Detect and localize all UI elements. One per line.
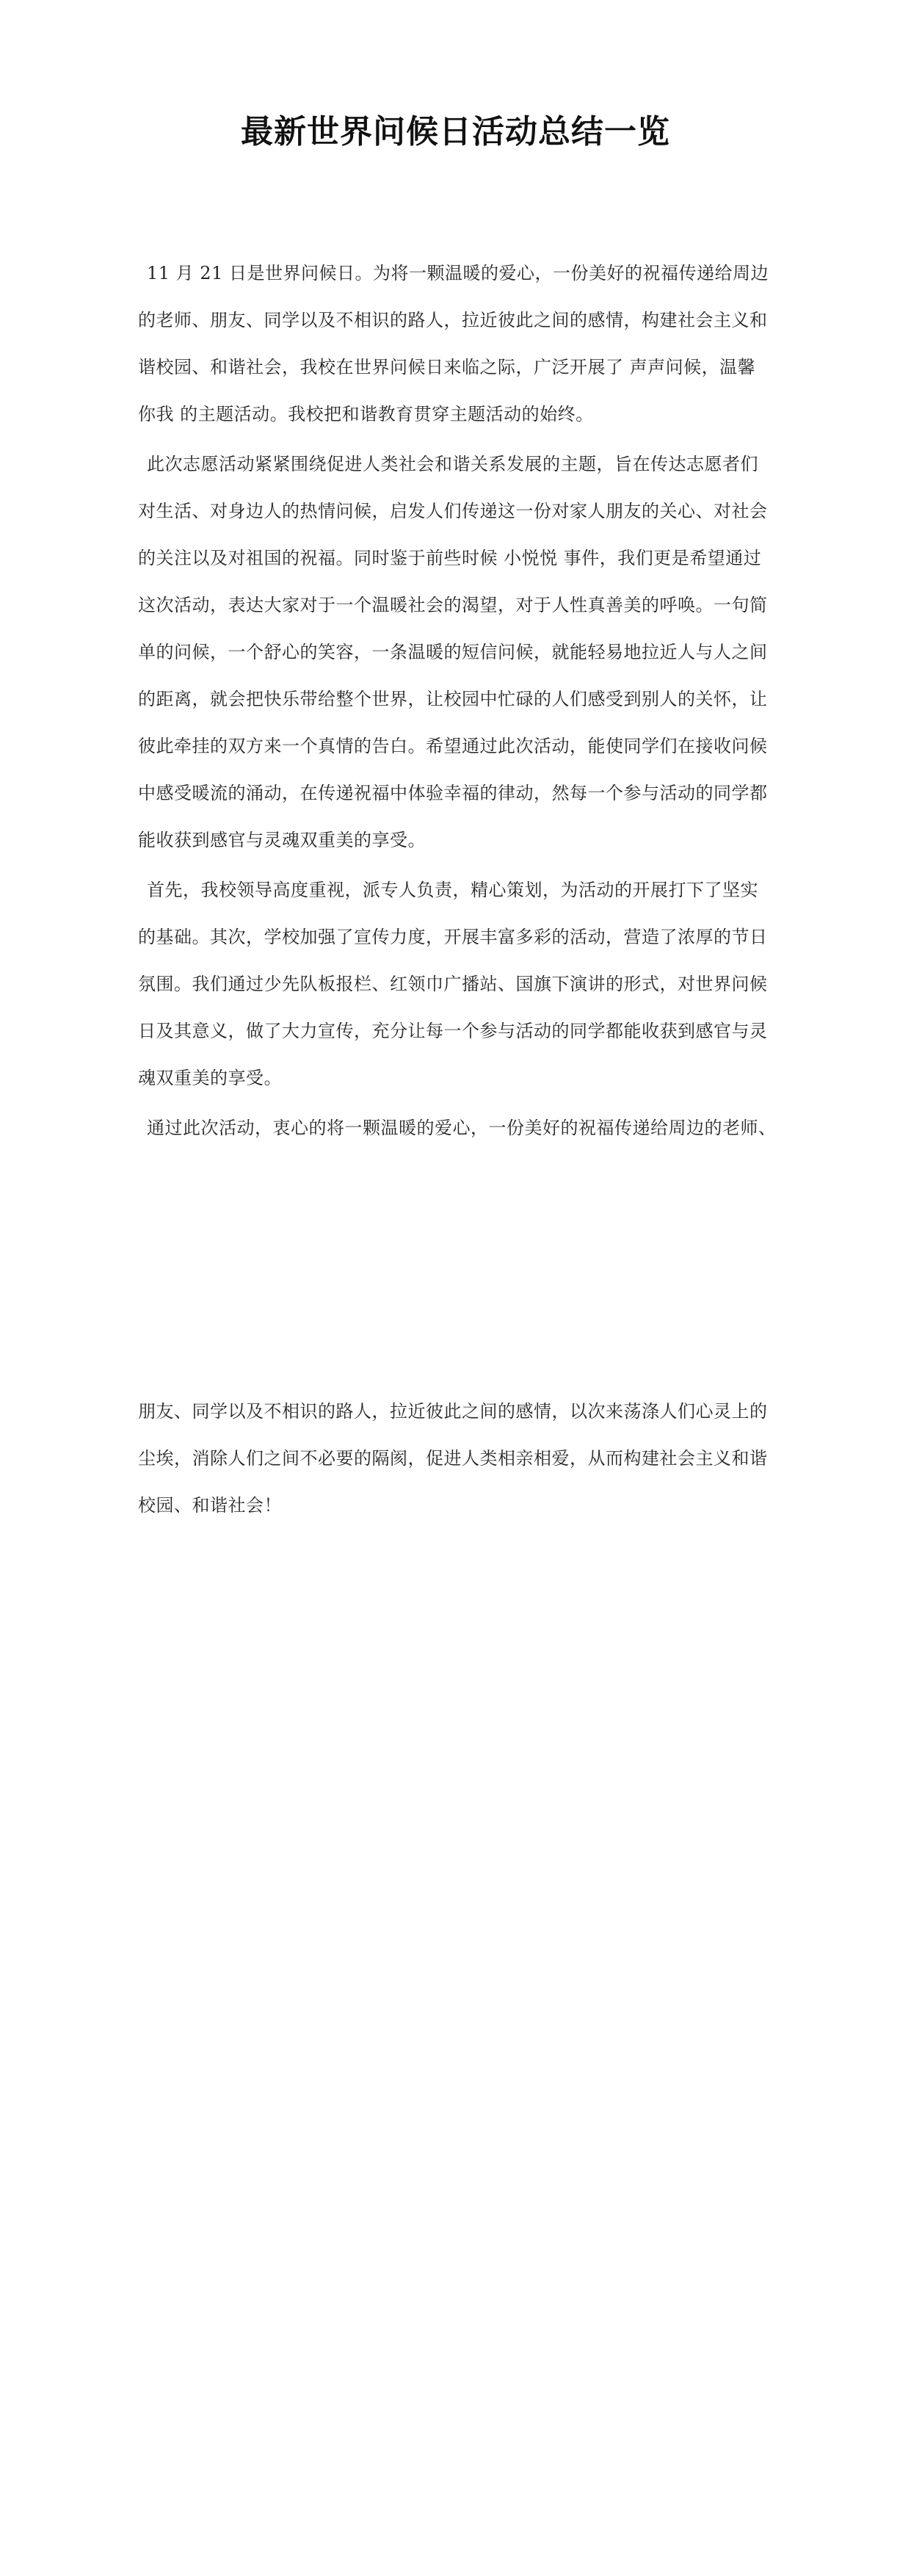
- paragraph-line: 11 月 21 日是世界问候日。为将一颗温暖的爱心，一份美好的祝福传递给周边: [147, 263, 769, 283]
- paragraph-line: 朋友、同学以及不相识的路人，拉近彼此之间的感情，以次来荡涤人们心灵上的: [138, 1401, 768, 1422]
- paragraph-line: 的距离，就会把快乐带给整个世界，让校园中忙碌的人们感受到别人的关怀，让: [138, 689, 768, 709]
- paragraph-line: 能收获到感官与灵魂双重美的享受。: [138, 830, 426, 850]
- paragraph-line: 尘埃，消除人们之间不必要的隔阂，促进人类相亲相爱，从而构建社会主义和谐: [138, 1448, 768, 1469]
- paragraph-line: 中感受暖流的涌动，在传递祝福中体验幸福的律动，然每一个参与活动的同学都: [138, 783, 768, 803]
- paragraph-line: 这次活动，表达大家对于一个温暖社会的渴望，对于人性真善美的呼唤。一句简: [138, 595, 768, 615]
- paragraph-line: 的关注以及对祖国的祝福。同时鉴于前些时候 小悦悦 事件，我们更是希望通过: [138, 548, 762, 568]
- paragraph-line: 日及其意义，做了大力宣传，充分让每一个参与活动的同学都能收获到感官与灵: [138, 1021, 768, 1041]
- document-title: 最新世界问候日活动总结一览: [241, 113, 670, 151]
- paragraph-line: 谐校园、和谐社会，我校在世界问候日来临之际，广泛开展了 声声问候，温馨: [138, 357, 756, 377]
- paragraph-line: 首先，我校领导高度重视，派专人负责，精心策划，为活动的开展打下了坚实: [147, 880, 758, 900]
- paragraph-line: 校园、和谐社会！: [138, 1495, 282, 1516]
- paragraph-line: 彼此牵挂的双方来一个真情的告白。希望通过此次活动，能使同学们在接收问候: [138, 736, 768, 756]
- paragraph-line: 此次志愿活动紧紧围绕促进人类社会和谐关系发展的主题，旨在传达志愿者们: [147, 454, 758, 474]
- paragraph-line: 单的问候，一个舒心的笑容，一条温暖的短信问候，就能轻易地拉近人与人之间: [138, 642, 768, 662]
- paragraph-line: 你我 的主题活动。我校把和谐教育贯穿主题活动的始终。: [138, 404, 594, 424]
- paragraph-line: 的老师、朋友、同学以及不相识的路人，拉近彼此之间的感情，构建社会主义和: [138, 310, 768, 330]
- paragraph-line: 魂双重美的享受。: [138, 1068, 282, 1088]
- paragraph-line: 氛围。我们通过少先队板报栏、红领巾广播站、国旗下演讲的形式，对世界问候: [138, 974, 768, 994]
- paragraph-line: 通过此次活动，衷心的将一颗温暖的爱心，一份美好的祝福传递给周边的老师、: [147, 1118, 777, 1138]
- paragraph-line: 对生活、对身边人的热情问候，启发人们传递这一份对家人朋友的关心、对社会: [138, 501, 768, 521]
- paragraph-line: 的基础。其次，学校加强了宣传力度，开展丰富多彩的活动，营造了浓厚的节日: [138, 927, 768, 947]
